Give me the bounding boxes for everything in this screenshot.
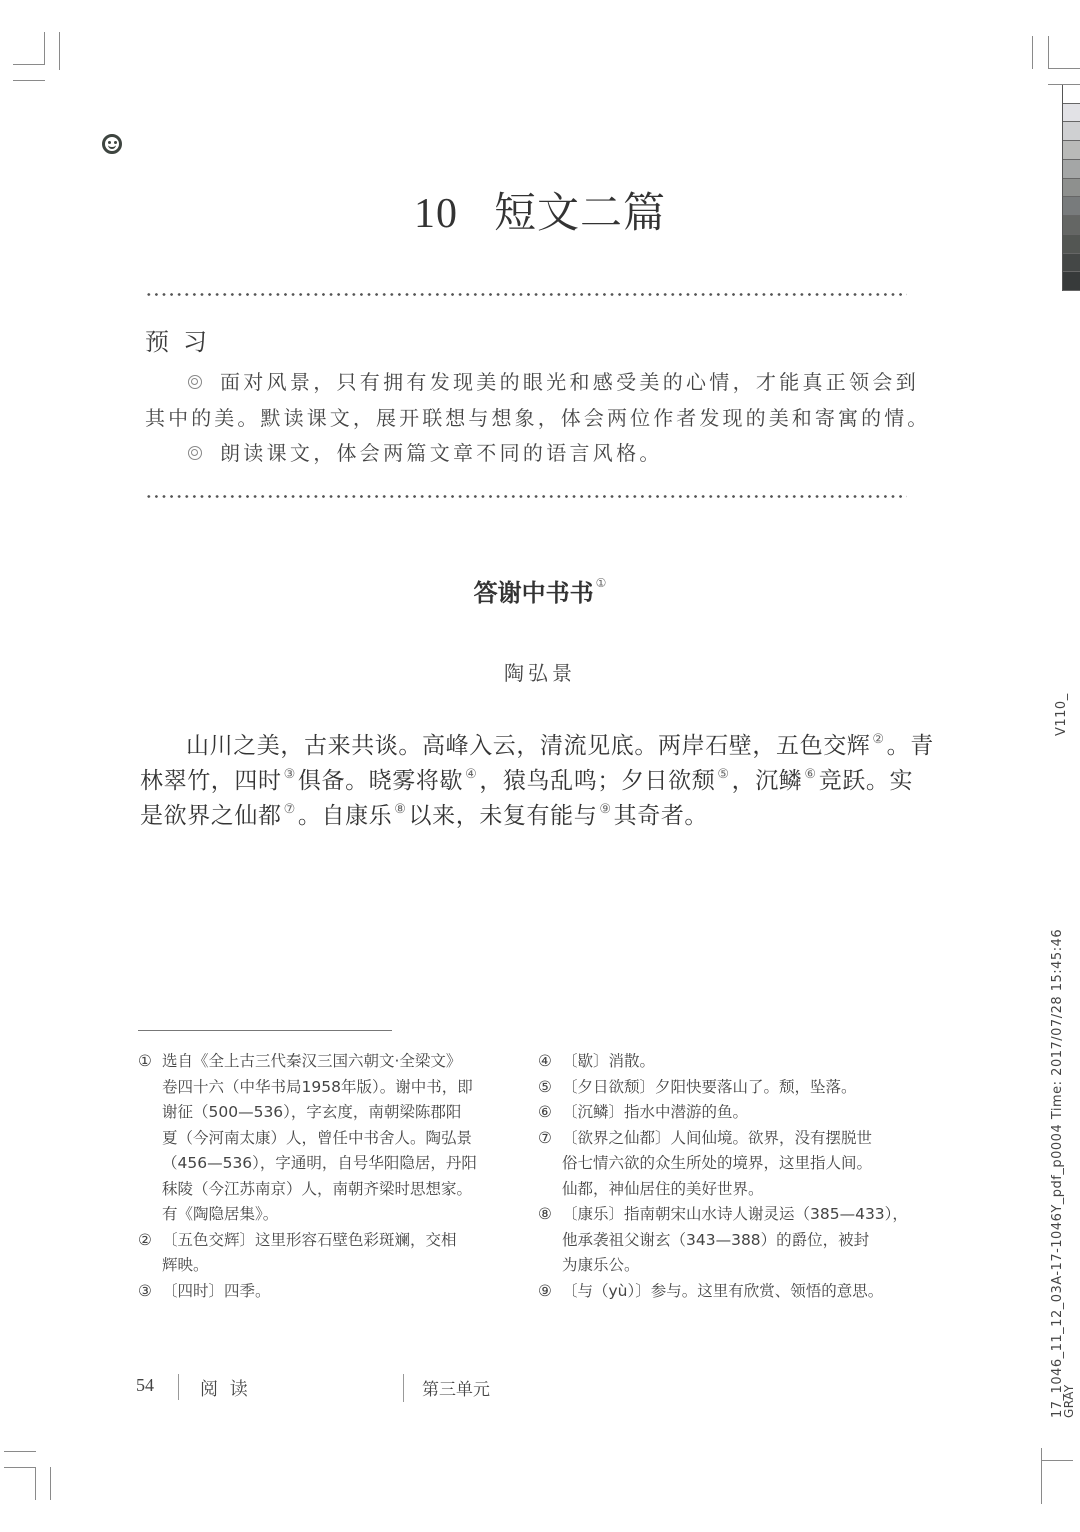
footnote-ref[interactable]: ③ <box>283 767 296 782</box>
footnotes-right <box>538 1049 918 1304</box>
footnote-2: ② 〔五色交辉〕这里形容石壁色彩斑斓，交相 辉映。 <box>138 1230 457 1274</box>
footer-separator <box>403 1374 404 1402</box>
chapter-title-text: 短文二篇 <box>493 188 666 237</box>
essay-author: 陶弘景 <box>504 661 576 685</box>
footnote-ref[interactable]: ⑨ <box>599 802 612 817</box>
dotted-divider-bottom <box>145 495 907 498</box>
footnote-ref[interactable]: ⑤ <box>717 767 730 782</box>
footnote-ref[interactable]: ② <box>872 732 885 747</box>
footnote-3: ③ 〔四时〕四季。 <box>138 1281 271 1300</box>
footnote-1: ① 选自《全上古三代秦汉三国六朝文·全梁文》 卷四十六（中华书局1958年版）。谢中书，即 谢征（500—536），字玄度，南朝梁陈郡阳 夏（今河南太康）人，曾任中书舍人。陶弘景 （456—536），字通明，自号华阳隐居，丹阳 秣陵（今江苏南京）人，南朝齐梁时思想家。 有《陶隐居集》。 <box>138 1052 477 1223</box>
color-mode-label: GRAY <box>1062 1384 1076 1418</box>
essay-line-2: 林翠竹，四时 ③俱备。晓雾将歇 ④，猿鸟乱鸣；夕日欲颓 ⑤，沉鳞 ⑥竞跃。实 <box>140 767 914 794</box>
essay-line-3: 是欲界之仙都 ⑦。自康乐 ⑧以来，未复有能与 ⑨其奇者。 <box>140 802 709 829</box>
footer-separator <box>178 1374 179 1400</box>
footnote-5: ⑤ 〔夕日欲颓〕夕阳快要落山了。颓，坠落。 <box>538 1077 857 1096</box>
footnote-7: ⑦ 〔欲界之仙都〕人间仙境。欲界，没有摆脱世 俗七情六欲的众生所处的境界，这里指人间。 仙都，神仙居住的美好世界。 <box>538 1128 873 1198</box>
dotted-divider-top <box>145 293 907 296</box>
footnote-ref[interactable]: ⑧ <box>394 802 407 817</box>
footer-unit: 第三单元 <box>422 1380 490 1400</box>
smiley-face-icon <box>102 134 122 154</box>
footnote-ref[interactable]: ⑥ <box>804 767 817 782</box>
page-number: 54 <box>136 1375 154 1395</box>
double-circle-bullet-icon <box>188 375 202 389</box>
footer-section: 阅 读 <box>200 1379 251 1400</box>
footnote-ref[interactable]: ④ <box>465 767 478 782</box>
footnote-ref[interactable]: ① <box>595 576 607 590</box>
preview-item-1: 面对风景，只有拥有发现美的眼光和感受美的心情，才能真正领会到 <box>188 366 919 395</box>
essay-title: 答谢中书书 ① <box>473 576 607 607</box>
preview-item-1-cont: 其中的美。默读课文，展开联想与想象，体会两位作者发现的美和寄寓的情。 <box>145 406 931 430</box>
footnote-6: ⑥ 〔沉鳞〕指水中潜游的鱼。 <box>538 1103 749 1121</box>
chapter-number: 10 <box>413 191 458 237</box>
double-circle-bullet-icon <box>188 446 202 460</box>
version-mark: V110_ <box>1054 693 1069 736</box>
chapter-title <box>0 180 1080 240</box>
essay-line-1: 山川之美，古来共谈。高峰入云，清流见底。两岸石壁，五色交辉 ②。青 <box>186 732 934 759</box>
preview-item-2: 朗读课文，体会两篇文章不同的语言风格。 <box>188 437 663 466</box>
footnote-rule <box>138 1030 392 1031</box>
print-info: 17_1046_11_12_03A-17-1046Y_pdf_p0004 Time: 2017/07/28 15:45:46 <box>1050 928 1065 1418</box>
preview-heading: 预习 <box>145 328 221 356</box>
footnote-4: ④ 〔歇〕消散。 <box>538 1052 656 1070</box>
footnotes-left <box>138 1049 518 1304</box>
footnote-8: ⑧ 〔康乐〕指南朝宋山水诗人谢灵运（385—433）， 他承袭祖父谢玄（343—388）的爵位，被封 为康乐公。 <box>538 1205 908 1274</box>
footnote-9: ⑨ 〔与（yù）〕参与。这里有欣赏、领悟的意思。 <box>538 1281 884 1300</box>
footnote-ref[interactable]: ⑦ <box>283 802 296 817</box>
